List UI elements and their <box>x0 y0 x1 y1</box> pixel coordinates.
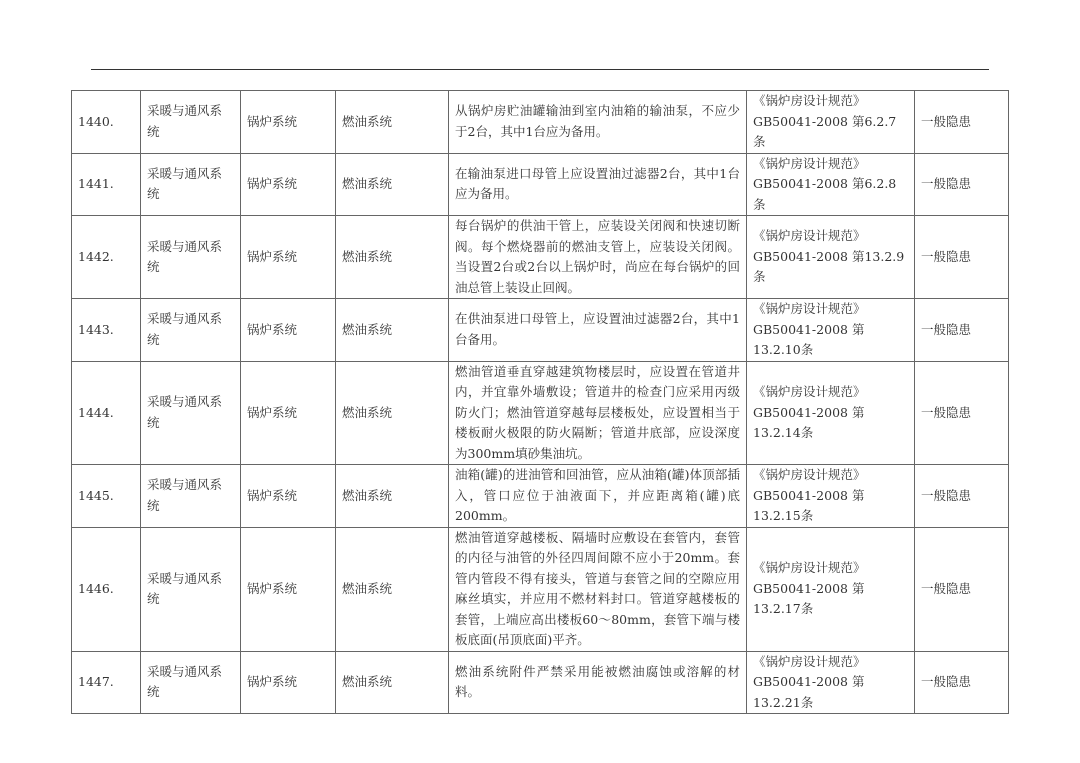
table-row <box>72 651 1009 714</box>
basis-cell: 《锅炉房设计规范》GB50041-2008 第13.2.9条 <box>747 216 915 299</box>
subsystem-cell: 燃油系统 <box>336 91 449 154</box>
row-number: 1443. <box>72 299 141 362</box>
hazard-level-cell: 一般隐患 <box>915 299 1009 362</box>
hazard-level-cell: 一般隐患 <box>915 216 1009 299</box>
hazard-level-cell: 一般隐患 <box>915 153 1009 216</box>
requirement-cell: 在供油泵进口母管上，应设置油过滤器2台，其中1台备用。 <box>449 299 747 362</box>
category-cell: 采暖与通风系统 <box>141 361 241 465</box>
subsystem-cell: 燃油系统 <box>336 216 449 299</box>
header-rule <box>91 69 989 70</box>
requirement-cell: 从锅炉房贮油罐输油到室内油箱的输油泵，不应少于2台，其中1台应为备用。 <box>449 91 747 154</box>
system-cell: 锅炉系统 <box>241 216 336 299</box>
row-number: 1441. <box>72 153 141 216</box>
hazard-level-cell: 一般隐患 <box>915 361 1009 465</box>
table-row <box>72 527 1009 651</box>
category-cell: 采暖与通风系统 <box>141 527 241 651</box>
table-row <box>72 465 1009 528</box>
system-cell: 锅炉系统 <box>241 651 336 714</box>
row-number: 1442. <box>72 216 141 299</box>
requirement-cell: 燃油管道垂直穿越建筑物楼层时，应设置在管道井内，并宜靠外墙敷设；管道井的检查门应采用丙级防火门；燃油管道穿越每层楼板处，应设置相当于楼板耐火极限的防火隔断；管道井底部，应设深度为300mm填砂集油坑。 <box>449 361 747 465</box>
subsystem-cell: 燃油系统 <box>336 465 449 528</box>
table-row <box>72 361 1009 465</box>
system-cell: 锅炉系统 <box>241 91 336 154</box>
system-cell: 锅炉系统 <box>241 465 336 528</box>
subsystem-cell: 燃油系统 <box>336 153 449 216</box>
category-cell: 采暖与通风系统 <box>141 91 241 154</box>
requirement-cell: 燃油系统附件严禁采用能被燃油腐蚀或溶解的材料。 <box>449 651 747 714</box>
subsystem-cell: 燃油系统 <box>336 299 449 362</box>
row-number: 1445. <box>72 465 141 528</box>
system-cell: 锅炉系统 <box>241 361 336 465</box>
hazard-level-cell: 一般隐患 <box>915 651 1009 714</box>
table-row <box>72 216 1009 299</box>
basis-cell: 《锅炉房设计规范》GB50041-2008 第13.2.21条 <box>747 651 915 714</box>
hazard-level-cell: 一般隐患 <box>915 465 1009 528</box>
basis-cell: 《锅炉房设计规范》GB50041-2008 第13.2.15条 <box>747 465 915 528</box>
hazard-table <box>71 90 1009 714</box>
basis-cell: 《锅炉房设计规范》GB50041-2008 第13.2.14条 <box>747 361 915 465</box>
requirement-cell: 油箱(罐)的进油管和回油管，应从油箱(罐)体顶部插入，管口应位于油液面下，并应距离箱(罐)底200mm。 <box>449 465 747 528</box>
system-cell: 锅炉系统 <box>241 527 336 651</box>
basis-cell: 《锅炉房设计规范》GB50041-2008 第6.2.7条 <box>747 91 915 154</box>
category-cell: 采暖与通风系统 <box>141 216 241 299</box>
requirement-cell: 在输油泵进口母管上应设置油过滤器2台，其中1台应为备用。 <box>449 153 747 216</box>
subsystem-cell: 燃油系统 <box>336 651 449 714</box>
system-cell: 锅炉系统 <box>241 153 336 216</box>
row-number: 1446. <box>72 527 141 651</box>
system-cell: 锅炉系统 <box>241 299 336 362</box>
category-cell: 采暖与通风系统 <box>141 465 241 528</box>
requirement-cell: 燃油管道穿越楼板、隔墙时应敷设在套管内，套管的内径与油管的外径四周间隙不应小于20mm。套管内管段不得有接头，管道与套管之间的空隙应用麻丝填实，并应用不燃材料封口。管道穿越楼板的套管，上端应高出楼板60～80mm，套管下端与楼板底面(吊顶底面)平齐。 <box>449 527 747 651</box>
hazard-level-cell: 一般隐患 <box>915 527 1009 651</box>
table-row <box>72 91 1009 154</box>
category-cell: 采暖与通风系统 <box>141 299 241 362</box>
row-number: 1440. <box>72 91 141 154</box>
hazard-level-cell: 一般隐患 <box>915 91 1009 154</box>
table-row <box>72 153 1009 216</box>
requirement-cell: 每台锅炉的供油干管上，应装设关闭阀和快速切断阀。每个燃烧器前的燃油支管上，应装设关闭阀。当设置2台或2台以上锅炉时，尚应在每台锅炉的回油总管上装设止回阀。 <box>449 216 747 299</box>
subsystem-cell: 燃油系统 <box>336 527 449 651</box>
category-cell: 采暖与通风系统 <box>141 153 241 216</box>
category-cell: 采暖与通风系统 <box>141 651 241 714</box>
basis-cell: 《锅炉房设计规范》GB50041-2008 第6.2.8条 <box>747 153 915 216</box>
subsystem-cell: 燃油系统 <box>336 361 449 465</box>
row-number: 1447. <box>72 651 141 714</box>
table-row <box>72 299 1009 362</box>
row-number: 1444. <box>72 361 141 465</box>
basis-cell: 《锅炉房设计规范》GB50041-2008 第13.2.17条 <box>747 527 915 651</box>
basis-cell: 《锅炉房设计规范》GB50041-2008 第13.2.10条 <box>747 299 915 362</box>
